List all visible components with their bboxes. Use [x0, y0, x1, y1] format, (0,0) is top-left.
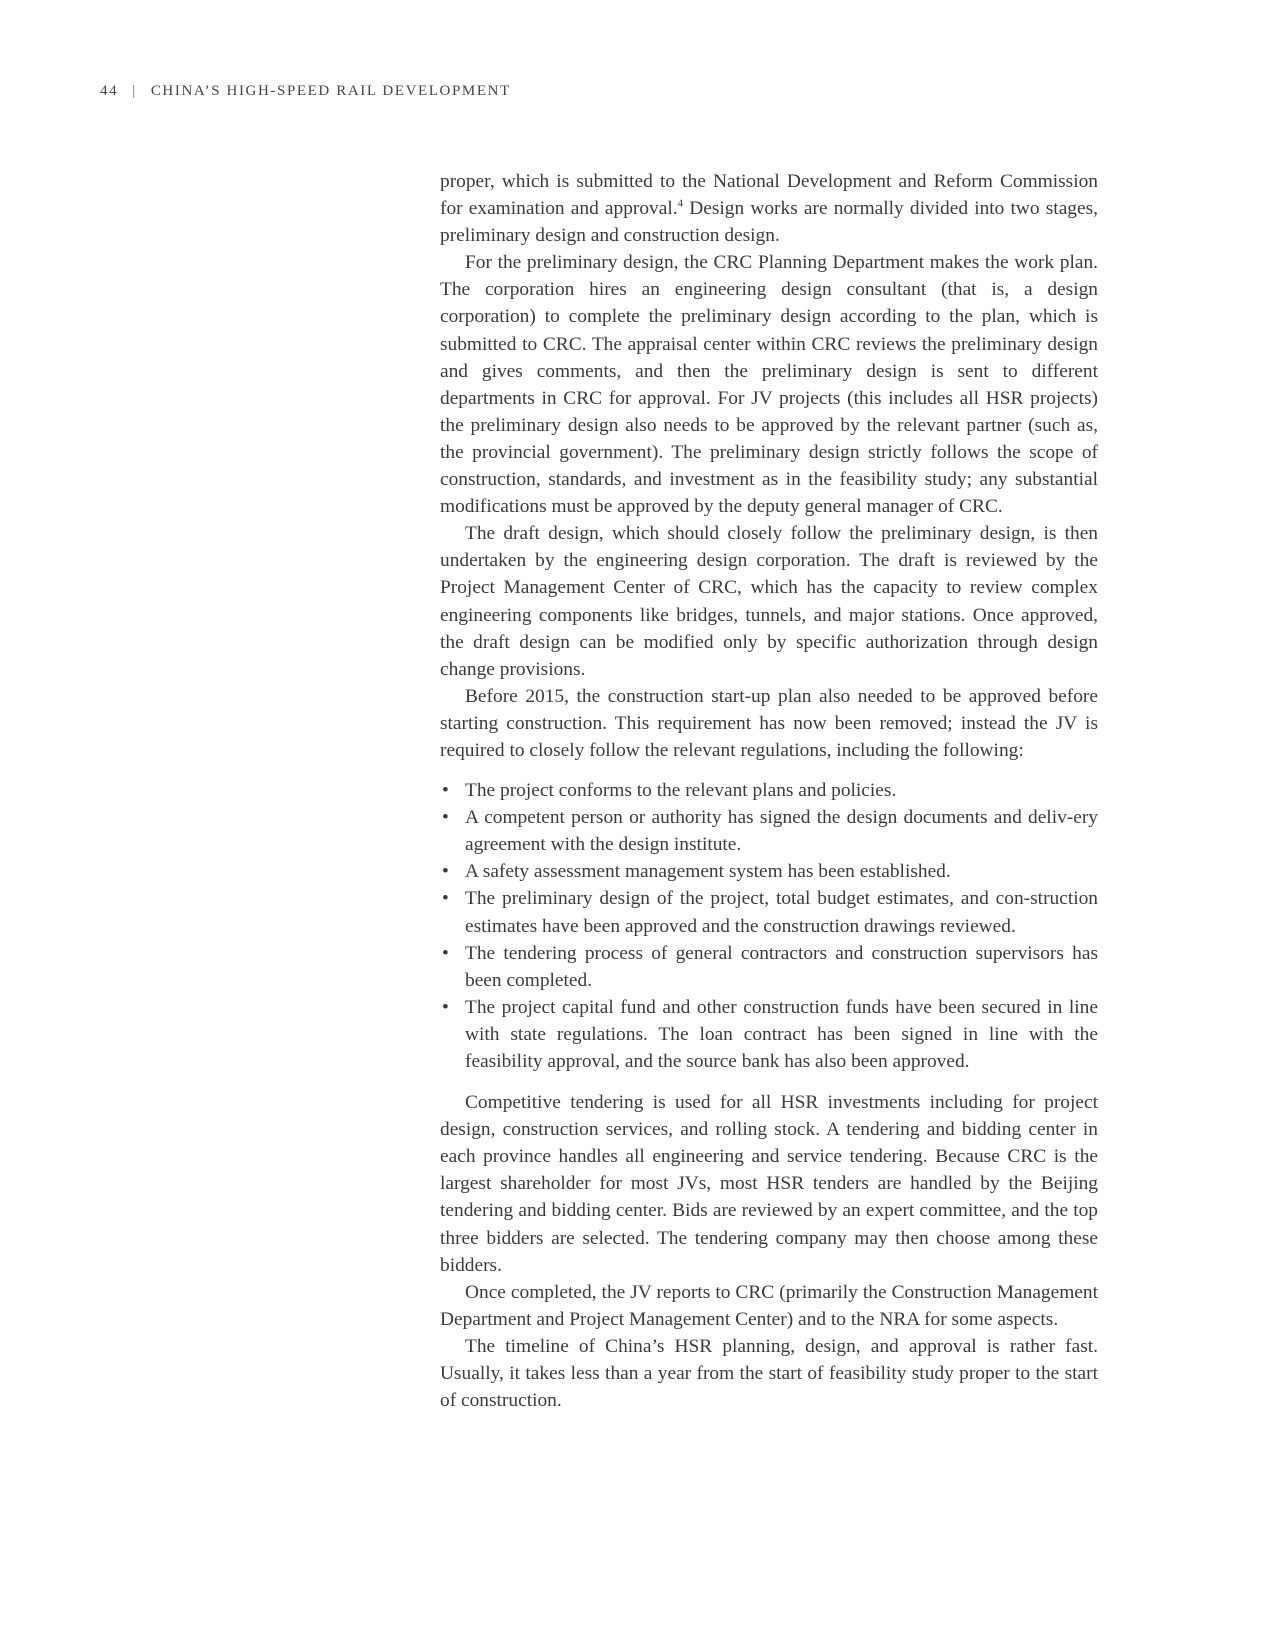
list-item-text: A competent person or authority has signed the design documents and deliv-ery agreement with the design institute.: [465, 807, 1098, 856]
list-item: [440, 940, 1098, 994]
list-item: [440, 994, 1098, 1075]
list-item-text: The preliminary design of the project, total budget estimates, and con-struction estimates have been approved and the construction drawings reviewed.: [465, 888, 1098, 937]
paragraph-continued: [440, 168, 1098, 249]
bullet-icon: •: [442, 888, 449, 910]
footnote-reference: 4: [677, 197, 684, 210]
bullet-icon: •: [442, 861, 449, 883]
running-title: CHINA’S HIGH-SPEED RAIL DEVELOPMENT: [150, 83, 511, 99]
list-item: [440, 777, 1098, 804]
bullet-icon: •: [442, 780, 449, 802]
page-number: 44: [100, 83, 119, 99]
paragraph-preliminary-design: For the preliminary design, the CRC Planning Department makes the work plan. The corporation hires an engineering design consultant (that is, a design corporation) to complete the preliminary design according to the plan, which is submitted to CRC. The appraisal center within CRC reviews the preliminary design and gives comments, and then the preliminary design is sent to different departments in CRC for approval. For JV projects (this includes all HSR projects) the preliminary design also needs to be approved by the relevant partner (such as, the provincial government). The preliminary design strictly follows the scope of construction, standards, and investment as in the feasibility study; any substantial modifications must be approved by the deputy general manager of CRC.: [440, 252, 1098, 518]
list-item: [440, 885, 1098, 939]
paragraph-draft-design: The draft design, which should closely follow the preliminary design, is then undertaken by the engineering design corporation. The draft is reviewed by the Project Management Center of CRC, which has the capacity to review complex engineering components like bridges, tunnels, and major stations. Once approved, the draft design can be modified only by specific authorization through design change provisions.: [440, 523, 1098, 680]
paragraph-text: proper, which is submitted to the National Development and Reform Commission for examination and approval.: [440, 171, 1098, 220]
list-item-text: A safety assessment management system has been established.: [465, 861, 951, 883]
regulations-list: [440, 777, 1098, 1075]
bullet-icon: •: [442, 996, 449, 1018]
paragraph-timeline: The timeline of China’s HSR planning, design, and approval is rather fast. Usually, it takes less than a year from the start of feasibility study proper to the start of construction.: [440, 1335, 1098, 1412]
body-text: [440, 168, 1098, 1414]
header-separator: |: [132, 83, 137, 99]
list-item: [440, 804, 1098, 858]
running-head: [100, 83, 511, 100]
bullet-icon: •: [442, 807, 449, 829]
paragraph-text: Design works are normally divided into two stages, preliminary design and construction design.: [440, 198, 1098, 247]
bullet-icon: •: [442, 942, 449, 964]
list-item-text: The project conforms to the relevant plans and policies.: [465, 780, 897, 802]
list-item: [440, 858, 1098, 885]
paragraph-competitive-tendering: Competitive tendering is used for all HSR investments including for project design, construction services, and rolling stock. A tendering and bidding center in each province handles all engineering and service tendering. Because CRC is the largest shareholder for most JVs, most HSR tenders are handled by the Beijing tendering and bidding center. Bids are reviewed by an expert committee, and the top three bidders are selected. The tendering company may then choose among these bidders.: [440, 1092, 1098, 1276]
paragraph-reporting: Once completed, the JV reports to CRC (primarily the Construction Management Department and Project Management Center) and to the NRA for some aspects.: [440, 1281, 1098, 1330]
list-item-text: The project capital fund and other construction funds have been secured in line with state regulations. The loan contract has been signed in line with the feasibility approval, and the source bank has also been approved.: [465, 996, 1098, 1072]
list-item-text: The tendering process of general contractors and construction supervisors has been completed.: [465, 942, 1098, 991]
paragraph-construction-startup: Before 2015, the construction start-up plan also needed to be approved before starting construction. This requirement has now been removed; instead the JV is required to closely follow the relevant regulations, including the following:: [440, 685, 1098, 761]
